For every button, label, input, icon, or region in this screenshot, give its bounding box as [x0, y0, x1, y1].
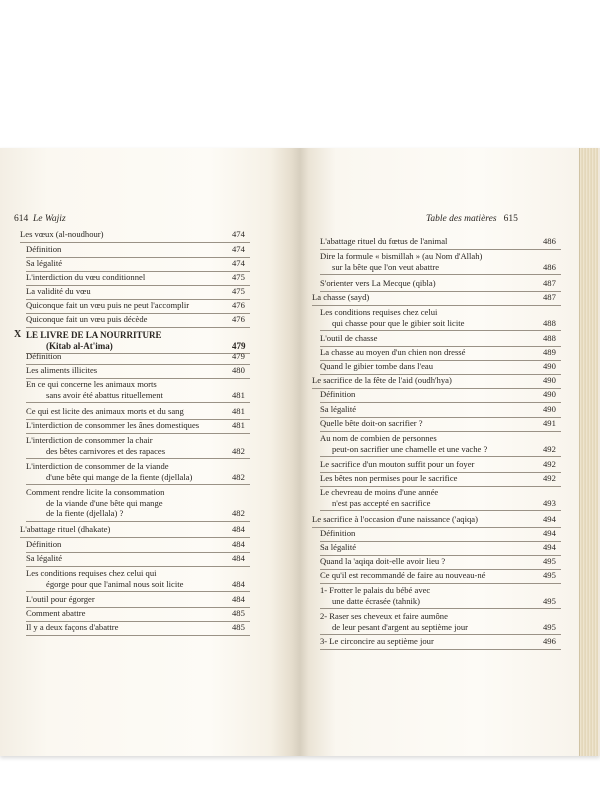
toc-entry-text: peut-on sacrifier une chamelle et une vache ?	[332, 443, 488, 454]
right-running-head	[426, 214, 518, 224]
toc-entry	[20, 524, 245, 535]
toc-page-number: 481	[232, 406, 245, 416]
toc-entry-text: Définition	[26, 244, 62, 254]
toc-entry-text: Les aliments illicites	[26, 365, 98, 375]
toc-entry-text: L'interdiction du vœu conditionnel	[26, 272, 146, 282]
toc-page-number: 479	[232, 340, 246, 351]
toc-entry-text: 1- Frotter le palais du bébé avec	[320, 585, 431, 595]
toc-entry-text: une datte écrasée (tahnik)	[332, 595, 421, 606]
toc-entry-text: L'interdiction de consommer les ânes domestiques	[26, 420, 200, 430]
toc-entry-text: Ce qu'il est recommandé de faire au nouveau-né	[320, 570, 486, 580]
toc-entry-text: des bêtes carnivores et des rapaces	[46, 445, 166, 456]
toc-page-number: 475	[232, 272, 245, 282]
toc-page-number: 481	[232, 420, 245, 430]
toc-entry	[312, 514, 556, 525]
toc-page-number: 484	[232, 539, 245, 549]
toc-entry-text: LE LIVRE DE LA NOURRITURE	[26, 330, 162, 340]
toc-page-number: 487	[543, 292, 556, 302]
toc-entry	[26, 608, 245, 619]
entry-divider	[26, 566, 250, 567]
toc-entry	[320, 333, 556, 344]
toc-entry	[320, 389, 556, 400]
entry-divider	[312, 305, 561, 306]
toc-entry-text: La validité du vœu	[26, 286, 91, 296]
toc-entry-text: Ce qui est licite des animaux morts et du sang	[26, 406, 184, 416]
toc-page-number: 484	[232, 594, 245, 604]
toc-entry-text: Quiconque fait un vœu puis décède	[26, 314, 148, 324]
toc-entry	[320, 236, 556, 247]
toc-page-number: 491	[543, 418, 556, 428]
toc-entry	[312, 375, 556, 386]
toc-page-number: 476	[232, 300, 245, 310]
toc-entry-text: sur la bête que l'on veut abattre	[332, 261, 440, 272]
left-page-number: 614	[14, 214, 29, 224]
entry-divider	[320, 274, 561, 275]
toc-page-number: 492	[543, 459, 556, 469]
toc-page-number: 490	[543, 361, 556, 371]
toc-entry-text: d'une bête qui mange de la fiente (djellala)	[46, 471, 193, 482]
toc-entry-text: Au nom de combien de personnes	[320, 433, 437, 443]
toc-entry-text: La chasse au moyen d'un chien non dressé	[320, 347, 466, 357]
toc-page-number: 484	[232, 578, 245, 589]
toc-entry	[312, 292, 556, 303]
toc-entry-text: Définition	[26, 351, 62, 361]
toc-entry	[26, 286, 245, 297]
toc-entry-text: n'est pas accepté en sacrifice	[332, 497, 431, 508]
toc-entry	[320, 278, 556, 289]
toc-entry-text: Quelle bête doit-on sacrifier ?	[320, 418, 423, 428]
toc-entry-text: de leur pesant d'argent au septième jour	[332, 621, 468, 632]
toc-entry-text: Le chevreau de moins d'une année	[320, 487, 439, 497]
toc-entry	[26, 622, 245, 633]
toc-entry-text: En ce qui concerne les animaux morts	[26, 379, 157, 389]
toc-entry	[320, 459, 556, 470]
toc-entry-text: Sa légalité	[320, 404, 357, 414]
toc-entry	[320, 542, 556, 553]
entry-divider	[320, 402, 561, 403]
toc-entry-text: Comment abattre	[26, 608, 86, 618]
toc-entry-text: Les vœux (al-noudhour)	[20, 229, 104, 239]
entry-divider	[26, 591, 250, 592]
toc-page-number: 493	[543, 497, 556, 508]
toc-entry	[320, 361, 556, 372]
entry-divider	[26, 635, 250, 636]
toc-page-number: 495	[543, 595, 556, 606]
toc-entry	[26, 406, 245, 417]
toc-page-number: 494	[543, 514, 556, 524]
left-running-head	[14, 214, 66, 224]
toc-entry	[26, 351, 245, 362]
toc-page-number: 492	[543, 473, 556, 483]
entry-divider	[26, 458, 250, 459]
toc-entry-text: sans avoir été abattus rituellement	[46, 389, 163, 400]
toc-entry-text: (Kitab al-At'ima)	[46, 340, 113, 351]
toc-entry-text: La chasse (sayd)	[312, 292, 370, 302]
toc-entry	[320, 570, 556, 581]
toc-entry-text: Comment rendre licite la consommation	[26, 487, 165, 497]
toc-entry-text: L'outil de chasse	[320, 333, 378, 343]
toc-entry	[26, 314, 245, 325]
toc-entry-text: Sa légalité	[26, 258, 63, 268]
toc-page-number: 486	[543, 261, 556, 272]
toc-entry	[26, 461, 245, 482]
toc-page-number: 495	[543, 556, 556, 566]
toc-entry	[26, 258, 245, 269]
toc-page-number: 496	[543, 636, 556, 646]
toc-entry-text: Les conditions requises chez celui qui	[26, 568, 157, 578]
toc-entry-text: de la viande d'une bête qui mange	[46, 497, 163, 508]
entry-divider	[320, 431, 561, 432]
toc-page-number: 484	[232, 553, 245, 563]
entry-divider	[26, 484, 250, 485]
toc-page-number: 495	[543, 621, 556, 632]
right-running-title: Table des matières	[426, 214, 497, 224]
entry-divider	[320, 330, 561, 331]
toc-page-number: 490	[543, 404, 556, 414]
toc-page-number: 486	[543, 236, 556, 246]
entry-divider	[320, 583, 561, 584]
toc-entry-text: S'orienter vers La Mecque (qibla)	[320, 278, 436, 288]
toc-page-number: 492	[543, 443, 556, 454]
toc-entry-text: L'interdiction de consommer de la viande	[26, 461, 169, 471]
toc-page-number: 495	[543, 570, 556, 580]
toc-entry	[26, 487, 245, 519]
toc-entry	[320, 585, 556, 606]
entry-divider	[320, 541, 561, 542]
toc-entry	[26, 379, 245, 400]
entry-divider	[320, 649, 561, 650]
toc-entry-text: Définition	[320, 528, 356, 538]
toc-entry-text: Le sacrifice de la fête de l'aid (oudh'hya)	[312, 375, 452, 385]
toc-entry-text: Quand le gibier tombe dans l'eau	[320, 361, 433, 371]
toc-entry	[320, 251, 556, 272]
toc-entry	[320, 433, 556, 454]
toc-page-number: 475	[232, 286, 245, 296]
toc-page-number: 488	[543, 317, 556, 328]
toc-page-number: 474	[232, 229, 245, 239]
toc-entry-text: L'abattage rituel (dhakate)	[20, 524, 111, 534]
toc-entry	[26, 539, 245, 550]
entry-divider	[320, 249, 561, 250]
entry-divider	[26, 433, 250, 434]
toc-page-number: 490	[543, 375, 556, 385]
toc-page-number: 481	[232, 389, 245, 400]
toc-entry	[26, 420, 245, 431]
toc-entry-text: 3- Le circoncire au septième jour	[320, 636, 434, 646]
toc-page-number: 484	[232, 524, 245, 534]
toc-page-number: 494	[543, 542, 556, 552]
toc-entry	[26, 300, 245, 311]
toc-page-number: 474	[232, 258, 245, 268]
toc-entry-text: égorge pour que l'animal nous soit licite	[46, 578, 184, 589]
toc-entry-text: qui chasse pour que le gibier soit licite	[332, 317, 465, 328]
entry-divider	[20, 537, 250, 538]
entry-divider	[26, 402, 250, 403]
toc-page-number: 488	[543, 333, 556, 343]
toc-entry	[26, 244, 245, 255]
entry-divider	[320, 608, 561, 609]
left-running-title: Le Wajiz	[33, 214, 66, 224]
right-page	[300, 148, 580, 756]
toc-entry	[320, 636, 556, 647]
toc-entry	[20, 229, 245, 240]
toc-entry	[320, 528, 556, 539]
toc-entry-text: Quand la 'aqiqa doit-elle avoir lieu ?	[320, 556, 446, 566]
toc-entry-text: Il y a deux façons d'abattre	[26, 622, 119, 632]
toc-entry-text: Quiconque fait un vœu puis ne peut l'accomplir	[26, 300, 190, 310]
open-book	[0, 148, 600, 756]
toc-page-number: 482	[232, 508, 245, 518]
toc-entry-text: Le sacrifice d'un mouton suffit pour un foyer	[320, 459, 475, 469]
toc-entry	[26, 568, 245, 589]
toc-entry-text: Définition	[320, 389, 356, 399]
toc-entry-text: Dire la formule « bismillah » (au Nom d'Allah)	[320, 251, 483, 261]
toc-entry	[26, 330, 246, 351]
toc-page-number: 485	[232, 622, 245, 632]
toc-page-number: 482	[232, 471, 245, 482]
toc-entry-text: 2- Raser ses cheveux et faire aumône	[320, 611, 448, 621]
toc-entry	[26, 272, 245, 283]
toc-entry	[26, 553, 245, 564]
left-page	[0, 148, 280, 756]
toc-entry	[320, 556, 556, 567]
toc-entry	[26, 435, 245, 456]
toc-entry-text: Les bêtes non permises pour le sacrifice	[320, 473, 458, 483]
toc-entry-text: Les conditions requises chez celui	[320, 307, 438, 317]
toc-entry-text: Le sacrifice à l'occasion d'une naissance ('aqiqa)	[312, 514, 478, 524]
toc-entry-text: de la fiente (djellala) ?	[46, 508, 124, 518]
toc-page-number: 494	[543, 528, 556, 538]
toc-entry	[320, 307, 556, 328]
toc-page-number: 480	[232, 365, 245, 375]
toc-entry-text: Sa légalité	[320, 542, 357, 552]
entry-divider	[320, 456, 561, 457]
toc-page-number: 479	[232, 351, 245, 361]
right-page-number: 615	[503, 214, 518, 224]
toc-page-number: 485	[232, 608, 245, 618]
toc-entry-text: L'outil pour égorger	[26, 594, 95, 604]
toc-entry-text: Définition	[26, 539, 62, 549]
toc-page-number: 489	[543, 347, 556, 357]
page-edges	[579, 148, 598, 756]
toc-entry	[320, 418, 556, 429]
toc-page-number: 490	[543, 389, 556, 399]
toc-entry	[320, 404, 556, 415]
entry-divider	[20, 242, 250, 243]
entry-divider	[26, 327, 250, 328]
entry-divider	[320, 510, 561, 511]
toc-entry	[320, 487, 556, 508]
toc-entry	[320, 611, 556, 632]
toc-entry	[320, 473, 556, 484]
toc-entry	[26, 365, 245, 376]
toc-page-number: 482	[232, 445, 245, 456]
toc-entry-text: L'abattage rituel du fœtus de l'animal	[320, 236, 448, 246]
section-number: X	[14, 329, 22, 340]
entry-divider	[320, 634, 561, 635]
toc-entry	[320, 347, 556, 358]
toc-page-number: 476	[232, 314, 245, 324]
toc-page-number: 487	[543, 278, 556, 288]
toc-entry-text: L'interdiction de consommer la chair	[26, 435, 153, 445]
toc-page-number: 474	[232, 244, 245, 254]
toc-entry	[26, 594, 245, 605]
toc-entry-text: Sa légalité	[26, 553, 63, 563]
entry-divider	[26, 521, 250, 522]
